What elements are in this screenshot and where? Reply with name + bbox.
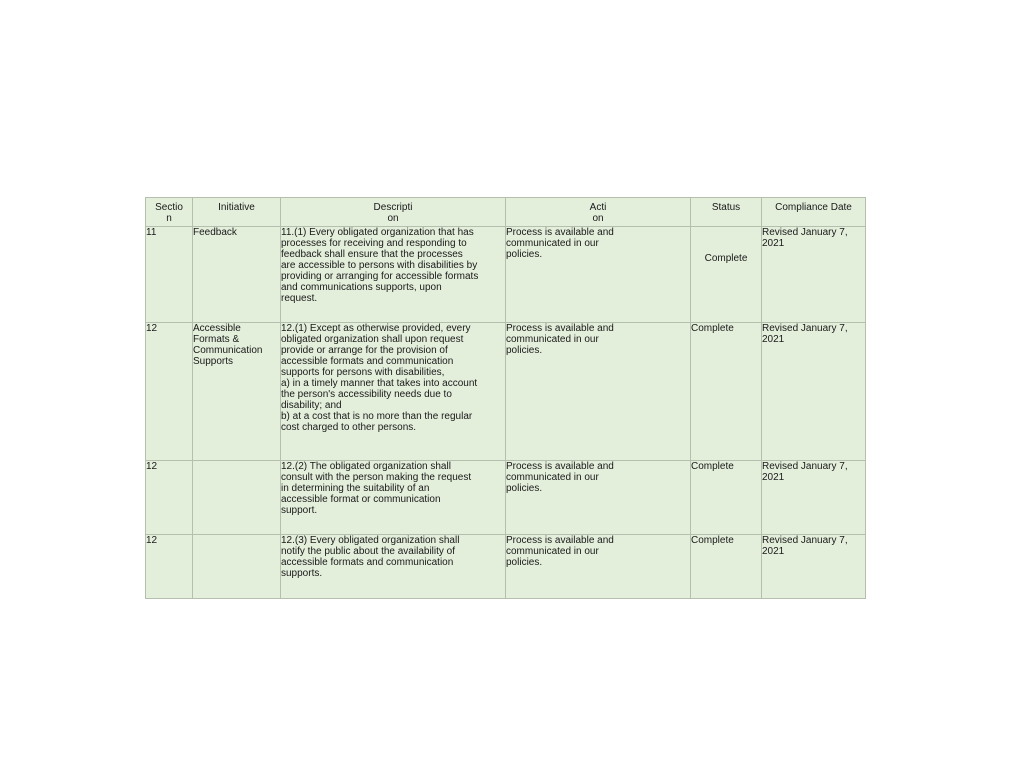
table-row	[146, 227, 866, 323]
header-compliance-date-label: Compliance Date	[775, 202, 852, 213]
table-header-row	[146, 198, 866, 227]
header-action	[506, 198, 691, 227]
table-row	[146, 323, 866, 461]
header-compliance-date	[762, 198, 866, 227]
row-compliance-date: Revised January 7, 2021	[762, 227, 866, 323]
header-section-label: Sectio n	[155, 202, 183, 224]
row-compliance-date: Revised January 7, 2021	[762, 323, 866, 461]
table-row	[146, 535, 866, 599]
row-initiative	[193, 461, 281, 535]
header-initiative	[193, 198, 281, 227]
row-status: Complete	[691, 535, 762, 599]
header-description	[281, 198, 506, 227]
row-initiative: Feedback	[193, 227, 281, 323]
compliance-table	[145, 197, 866, 599]
row-section: 12	[146, 323, 193, 461]
row-action: Process is available and communicated in our policies.	[506, 461, 691, 535]
header-section	[146, 198, 193, 227]
row-status: Complete	[691, 323, 762, 461]
row-section: 12	[146, 535, 193, 599]
header-action-label: Acti on	[589, 202, 607, 224]
row-action: Process is available and communicated in our policies.	[506, 535, 691, 599]
row-action: Process is available and communicated in our policies.	[506, 323, 691, 461]
row-description: 12.(3) Every obligated organization shall notify the public about the availability of accessible formats and communication supports.	[281, 535, 506, 599]
table-row	[146, 461, 866, 535]
row-compliance-date: Revised January 7, 2021	[762, 461, 866, 535]
row-status: Complete	[691, 461, 762, 535]
row-section: 11	[146, 227, 193, 323]
row-initiative: Accessible Formats & Communication Supports	[193, 323, 281, 461]
header-status-label: Status	[711, 202, 741, 213]
row-compliance-date: Revised January 7, 2021	[762, 535, 866, 599]
row-description: 12.(2) The obligated organization shall consult with the person making the request in determining the suitability of an accessible format or communication support.	[281, 461, 506, 535]
header-description-label: Descripti on	[373, 202, 413, 224]
header-status	[691, 198, 762, 227]
row-initiative	[193, 535, 281, 599]
row-status: Complete	[691, 227, 762, 323]
row-description: 11.(1) Every obligated organization that has processes for receiving and responding to feedback shall ensure that the processes are accessible to persons with disabilities by providing or arranging for accessible formats and communications supports, upon request.	[281, 227, 506, 323]
row-description: 12.(1) Except as otherwise provided, every obligated organization shall upon request provide or arrange for the provision of accessible formats and communication supports for persons with disabilities, a) in a timely manner that takes into account the person's accessibility needs due to disability; and b) at a cost that is no more than the regular cost charged to other persons.	[281, 323, 506, 461]
row-section: 12	[146, 461, 193, 535]
row-action: Process is available and communicated in our policies.	[506, 227, 691, 323]
header-initiative-label: Initiative	[218, 202, 255, 213]
